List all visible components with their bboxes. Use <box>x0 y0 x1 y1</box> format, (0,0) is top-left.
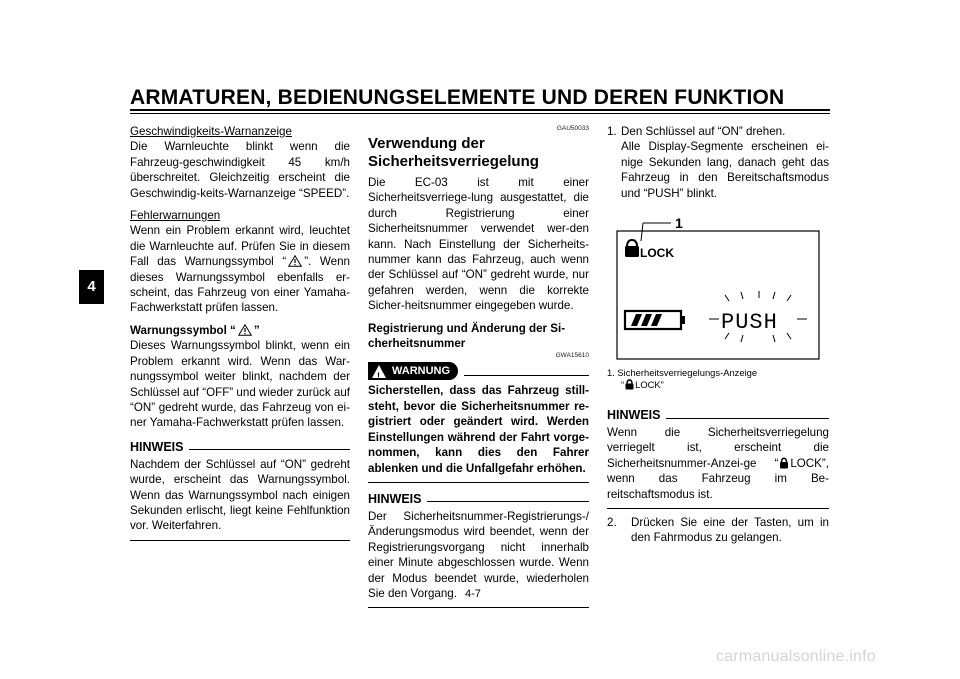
warning-triangle-icon: ! <box>372 365 386 378</box>
error-warnings-text: Wenn ein Problem erkannt wird, leuchtet die Warnleuchte auf. Prüfen Sie in diesem Fall das Warnungssymbol “ ”. Wenn dieses Warnungssymbol ebenfalls er-scheint, das Fahrzeug von einer Yamaha-Fachwerkstatt prüfen lassen. <box>130 224 350 315</box>
step-2: 2. Drücken Sie eine der Tasten, um in den Fahrmodus zu gelangen. <box>607 516 829 545</box>
figure-callout: 1 <box>675 215 683 232</box>
watermark: carmanualsonline.info <box>716 648 876 665</box>
column-left <box>130 124 350 541</box>
title-rule-thin <box>130 113 830 114</box>
note-heading: HINWEIS <box>607 407 829 425</box>
note-text: Wenn die Sicherheitsverriegelung verriegelt ist, erscheint die Sicherheitsnummer-Anzei-ge “ LOCK”, wenn das Fahrzeug im Be-reitschaftsmodus ist. <box>607 426 829 501</box>
note-heading: HINWEIS <box>368 491 589 509</box>
push-label: PUSH <box>721 310 778 336</box>
lock-label: LOCK <box>640 246 674 261</box>
note-heading: HINWEIS <box>130 439 350 457</box>
note-end-rule <box>368 607 589 608</box>
lock-icon <box>625 240 639 257</box>
warning-symbol-text: Dieses Warnungssymbol blinkt, wenn ein Problem erkannt wird. Wenn das War-nungssymbol weiter blinkt, nachdem der Schlüssel auf “OFF” und wieder zurück auf “ON” gedreht wurde, das Fahrzeug von ei-ner Yamaha-Fachwerkstatt prüfen lassen. <box>130 339 350 430</box>
note-text: Nachdem der Schlüssel auf “ON” gedreht wurde, erscheint das Warnungssymbol. Wenn das Warnungssymbol nach einigen Sekunden erlischt, liegt keine Fehlfunktion vor. Weiterfahren. <box>130 457 350 533</box>
lcd-display-figure <box>607 211 829 361</box>
figure-caption: 1. Sicherheitsverriegelungs-Anzeige “ LOCK” <box>607 367 758 391</box>
lock-icon <box>779 457 789 469</box>
lock-icon <box>625 379 634 390</box>
warning-header <box>368 362 589 380</box>
subsection-heading: Registrierung und Änderung der Si-cherheitsnummer <box>368 321 566 351</box>
warning-end-rule <box>368 482 589 483</box>
section-text: Die EC-03 ist mit einer Sicherheitsverriege-lung ausgestattet, die durch Registrierung einer Sicherheitsnummer verwendet wer-den kann. Nach Einstellung der Sicherheits-nummer kann das Fahrzeug, auch wenn der Schlüssel auf “ON” gedreht wurde, nur gefahren werden, wenn die korrekte Sicher-heitsnummer eingegeben wurde. <box>368 176 589 313</box>
warning-triangle-icon <box>238 324 252 336</box>
warning-triangle-icon <box>288 255 302 267</box>
reference-code: GAU50033 <box>556 125 589 132</box>
reference-code: GWA15610 <box>555 352 589 360</box>
error-warnings-heading: Fehlerwarnungen <box>130 209 221 223</box>
note-end-rule <box>607 508 829 509</box>
speed-warning-heading: Geschwindigkeits-Warnanzeige <box>130 125 292 138</box>
page-title: ARMATUREN, BEDIENUNGSELEMENTE UND DEREN FUNKTION <box>130 86 785 109</box>
column-middle <box>368 124 589 608</box>
warning-badge: ! WARNUNG <box>368 362 458 380</box>
speed-warning-text: Die Warnleuchte blinkt wenn die Fahrzeug-geschwindigkeit 45 km/h überschreitet. Gleichzeitig erscheint die Geschwindig-keits-Warnanzeige “SPEED”. <box>130 140 350 200</box>
column-right <box>607 124 829 546</box>
step-1: 1. Den Schlüssel auf “ON” drehen. Alle Display-Segmente erscheinen ei-nige Sekunden lang, danach geht das Fahrzeug in den Bereitschaftsmodus und “PUSH” blinkt. <box>607 125 829 200</box>
warning-text: Sicherstellen, dass das Fahrzeug still-steht, bevor die Sicherheitsnummer re-gistriert oder geändert wird. Werden Einstellungen während der Fahrt vorge-nommen, kann dies den Fahrer ablenken und die Unfallgefahr erhöhen. <box>368 384 589 475</box>
battery-icon <box>625 311 685 329</box>
chapter-tab: 4 <box>79 270 104 304</box>
section-heading: Verwendung der Sicherheitsverriegelung <box>368 135 539 170</box>
page-number: 4-7 <box>465 588 481 600</box>
note-end-rule <box>130 540 350 541</box>
note-text: Der Sicherheitsnummer-Registrierungs-/ Änderungsmodus wird beendet, wenn der Registrierungsvorgang nicht innerhalb einer Minute abgeschlossen wurde. Wenn der Modus beendet wurde, wiederholen Sie den Vorgang. <box>368 509 589 600</box>
title-rule <box>130 109 830 111</box>
warning-symbol-heading: Warnungssymbol “ ” <box>130 323 260 337</box>
